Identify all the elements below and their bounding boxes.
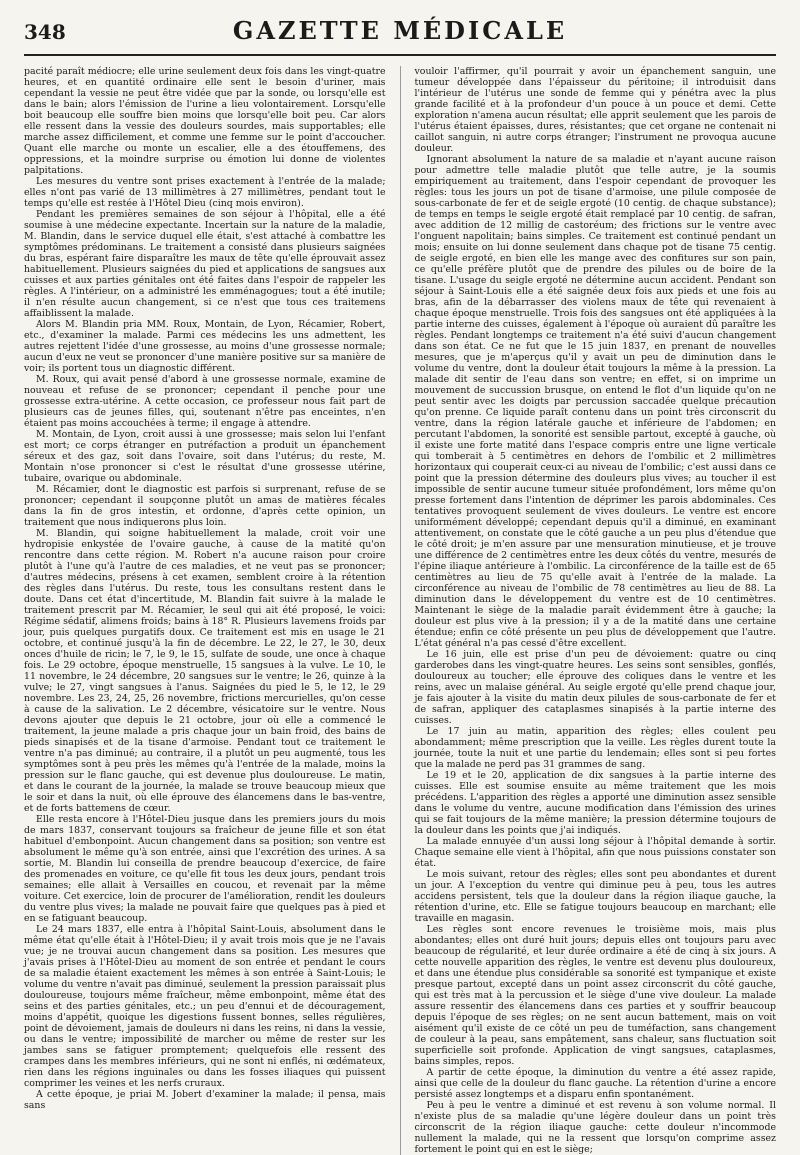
left-column [24,66,386,1155]
paragraph: vouloir l'affirmer, qu'il pourrait y avoir un épanchement sanguin, une tumeur développée dans l'épaisseur du péritoine; il introduisit dans l'intérieur de l'utérus une sonde de femme qui y pénétra avec la plus grande facilité et à la profondeur d'un pouce à un pouce et demi. Cette exploration n'amena aucun résultat; elle apprit seulement que les parois de l'utérus étaient épaisses, dures, résistantes; que cet organe ne contenait ni caillot sanguin, ni autre corps étranger; l'instrument ne provoqua aucune douleur. [414,66,776,154]
paragraph: Les mesures du ventre sont prises exactement à l'entrée de la malade; elles n'ont pas varié de 13 millimètres à 27 millimètres, pendant tout le temps qu'elle est restée à l'Hôtel Dieu (cinq mois environ). [24,176,386,209]
paragraph: M. Montain, de Lyon, croit aussi à une grossesse; mais selon lui l'enfant est mort; ce corps étranger en putréfaction a produit un épanchement séreux et des gaz, soit dans l'ovaire, soit dans l'utérus; du reste, M. Montain n'ose prononcer si c'est le résultat d'une grossesse utérine, tubaire, ovarique ou abdominale. [24,429,386,484]
paragraph: Peu à peu le ventre a diminué et est revenu à son volume normal. Il n'existe plus de sa maladie qu'une légère douleur dans un point très circonscrit de la région iliaque gauche: cette douleur n'incommode nullement la malade, qui ne la ressent que lorsqu'on comprime assez fortement le point qui en est le siège; [414,1100,776,1155]
paragraph: Le 24 mars 1837, elle entra à l'hôpital Saint-Louis, absolument dans le même état qu'elle était à l'Hôtel-Dieu; il y avait trois mois que je ne l'avais vue; je ne trouvai aucun changement dans sa position. Les mesures que j'avais prises à l'Hôtel-Dieu au moment de son entrée et pendant le cours de sa maladie étaient exactement les mêmes à son entrée à Saint-Louis; le volume du ventre n'avait pas diminué, seulement la pression paraissait plus douloureuse, toujours même fraîcheur, même embonpoint, même état des seins et des parties génitales, etc.; un peu d'ennui et de découragement, moins d'appétit, quoique les digestions fussent bonnes, selles régulières, point de dévoiement, jamais de douleurs ni dans les reins, ni dans la vessie, ou dans le ventre; impossibilité de marcher ou même de rester sur les jambes sans se fatiguer promptement; quelquefois elle ressent des crampes dans les membres inférieurs, qui ne sont ni enflés, ni œdémateux, rien dans les régions inguinales ou dans les fosses iliaques qui puissent comprimer les veines et les nerfs cruraux. [24,924,386,1089]
paragraph: Le 19 et le 20, application de dix sangsues à la partie interne des cuisses. Elle est soumise ensuite au même traitement que les mois précédens. L'apparition des règles a apporté une diminution assez sensible dans le volume du ventre, aucune modification dans l'émission des urines qui se fait toujours de la même manière; la pression détermine toujours de la douleur dans les points que j'ai indiqués. [414,770,776,836]
paragraph: Pendant les premières semaines de son séjour à l'hôpital, elle a été soumise à une médecine expectante. Incertain sur la nature de la maladie, M. Blandin, dans le service duquel elle était, s'est attaché à combattre les symptômes prédominans. Le traitement a consisté dans plusieurs saignées du bras, espérant faire disparaître les maux de tête qu'elle éprouvait assez habituellement. Plusieurs saignées du pied et applications de sangsues aux cuisses et aux parties génitales ont été faites dans l'espoir de rappeler les règles. A l'intérieur, on a administré les emménagogues; tout a été inutile; il n'en résulte aucun changement, si ce n'est que tous ces traitemens affaiblissent la malade. [24,209,386,319]
paragraph: La malade ennuyée d'un aussi long séjour à l'hôpital demande à sortir. Chaque semaine elle vient à l'hôpital, afin que nous puissions constater son état. [414,836,776,869]
paragraph: Elle resta encore à l'Hôtel-Dieu jusque dans les premiers jours du mois de mars 1837, conservant toujours sa fraîcheur de jeune fille et son état habituel d'embonpoint. Aucun changement dans sa position; son ventre est absolument le même qu'à son entrée, ainsi que l'excrétion des urines. A sa sortie, M. Blandin lui conseilla de prendre beaucoup d'exercice, de faire des promenades en voiture, ce qu'elle fit tous les deux jours, pendant trois semaines; elle allait à Versailles en coucou, et revenait par la même voiture. Cet exercice, loin de procurer de l'amélioration, rendit les douleurs du ventre plus vives; la malade ne pouvait faire que quelques pas à pied et en se fatiguant beaucoup. [24,814,386,924]
paragraph: M. Blandin, qui soigne habituellement la malade, croit voir une hydropisie enkystée de l'ovaire gauche, à cause de la matité qu'on rencontre dans cette région. M. Robert n'a aucune raison pour croire plutôt à l'une qu'à l'autre de ces maladies, et ne veut pas se prononcer; d'autres médecins, présens à cet examen, semblent croire à la rétention des règles dans l'utérus. Du reste, tous les consultans restent dans le doute. Dans cet état d'incertitude, M. Blandin fait suivre à la malade le traitement prescrit par M. Récamier, le seul qui ait été proposé, le voici: Régime sédatif, alimens froids; bains à 18° R. Plusieurs lavemens froids par jour, puis quelques purgatifs doux. Ce traitement est mis en usage le 21 octobre, et continué jusqu'à la fin de décembre. Le 22, le 27, le 30, deux onces d'huile de ricin; le 7, le 9, le 15, sulfate de soude, une once à chaque fois. Le 29 octobre, époque menstruelle, 15 sangsues à la vulve. Le 10, le 11 novembre, le 24 décembre, 20 sangsues sur le ventre; le 26, quinze à la vulve; le 27, vingt sangsues à l'anus. Saignées du pied le 5, le 12, le 29 novembre. Les 23, 24, 25, 26 novembre, frictions mercurielles, qu'on cesse à cause de la salivation. Le 2 décembre, vésicatoire sur le ventre. Nous devons ajouter que depuis le 21 octobre, jour où elle a commencé le traitement, la jeune malade a pris chaque jour un bain froid, des bains de pieds sinapisés et de la tisane d'armoise. Pendant tout ce traitement le ventre n'a pas diminué; au contraire, il a plutôt un peu augmenté, tous les symptômes sont à peu près les mêmes qu'à l'entrée de la malade, moins la pression sur le flanc gauche, qui est devenue plus douloureuse. Le matin, et dans le courant de la journée, la malade se trouve beaucoup mieux que le soir et dans la nuit, où elle éprouve des élancemens dans le bas-ventre, et de forts battemens de cœur. [24,528,386,814]
text-columns [24,66,776,1155]
page-number: 348 [24,20,66,44]
paragraph: Les règles sont encore revenues le troisième mois, mais plus abondantes; elles ont duré huit jours; depuis elles ont toujours paru avec beaucoup de régularité, et leur durée ordinaire a été de cinq à six jours. A cette nouvelle apparition des règles, le ventre est devenu plus douloureux, et dans une étendue plus considérable sa sonorité est tympanique et existe presque partout, excepté dans un point assez circonscrit du côté gauche, qui est très mat à la percussion et le siège d'une vive douleur. La malade assure ressentir des élancemens dans ces parties et y souffrir beaucoup depuis l'époque de ses règles; on ne sent aucun battement, mais on voit aisément qu'il existe de ce côté un peu de tuméfaction, sans changement de couleur à la peau, sans empâtement, sans chaleur, sans fluctuation soit superficielle soit profonde. Application de vingt sangsues, cataplasmes, bains simples, repos. [414,924,776,1067]
column-divider [400,66,401,1155]
paragraph: pacité paraît médiocre; elle urine seulement deux fois dans les vingt-quatre heures, et en quantité ordinaire elle sent le besoin d'uriner, mais cependant la vessie ne peut être vidée que par la sonde, ou lorsqu'elle est dans le bain; alors l'émission de l'urine a lieu volontairement. Lorsqu'elle boit beaucoup elle souffre bien moins que lorsqu'elle boit peu. Car alors elle ressent dans la vessie des douleurs sourdes, mais supportables; elle marche assez difficilement, et comme une femme sur le point d'accoucher. Quant elle marche ou monte un escalier, elle a des étouffemens, des oppressions, et la moindre surprise ou émotion lui donne de violentes palpitations. [24,66,386,176]
paragraph: Le 16 juin, elle est prise d'un peu de dévoiement: quatre ou cinq garderobes dans les vingt-quatre heures. Les seins sont sensibles, gonflés, douloureux au toucher; elle éprouve des coliques dans le ventre et les reins, avec un malaise général. Au seigle ergoté qu'elle prend chaque jour, je fais ajouter à la visite du matin deux pilules de sous-carbonate de fer et de safran, appliquer des cataplasmes sinapisés à la partie interne des cuisses. [414,649,776,726]
paragraph: A partir de cette époque, la diminution du ventre a été assez rapide, ainsi que celle de la douleur du flanc gauche. La rétention d'urine a encore persisté assez longtemps et a disparu enfin spontanément. [414,1067,776,1100]
right-column [415,66,777,1155]
paragraph: Le 17 juin au matin, apparition des règles; elles coulent peu abondamment; même prescription que la veille. Les règles durent toute la journée, toute la nuit et une partie du lendemain; elles sont si peu fortes que la malade ne perd pas 31 grammes de sang. [414,726,776,770]
journal-title: GAZETTE MÉDICALE [232,16,568,45]
paragraph: A cette époque, je priai M. Jobert d'examiner la malade; il pensa, mais sans [24,1089,386,1111]
paragraph: M. Roux, qui avait pensé d'abord à une grossesse normale, examine de nouveau et refuse de se prononcer; cependant il penche pour une grossesse extra-utérine. A cette occasion, ce professeur nous fait part de plusieurs cas de jeunes filles, qui, soutenant n'être pas enceintes, n'en étaient pas moins accouchées à terme; il engage à attendre. [24,374,386,429]
paragraph: Le mois suivant, retour des règles; elles sont peu abondantes et durent un jour. A l'exception du ventre qui diminue peu à peu, tous les autres accidens persistent, tels que la douleur dans la région iliaque gauche, la rétention d'urine, etc. Elle se fatigue toujours beaucoup en marchant; elle travaille en magasin. [414,869,776,924]
paragraph: Ignorant absolument la nature de sa maladie et n'ayant aucune raison pour admettre telle maladie plutôt que telle autre, je la soumis empiriquement au traitement, dans l'espoir cependant de provoquer les règles: tous les jours un pot de tisane d'armoise, une pilule composée de sous-carbonate de fer et de seigle ergoté (10 centig. de chaque substance); de temps en temps le seigle ergoté était remplacé par 10 centig. de safran, avec addition de 12 millig de castoréum; des frictions sur le ventre avec l'onguent napolitain; bains simples. Ce traitement est continué pendant un mois; ensuite on lui donne seulement dans chaque pot de tisane 75 centig. de seigle ergoté, en bien elle les mange avec des confitures sur son pain, ce qu'elle préfère plutôt que de prendre des pilules ou de boire de la tisane. L'usage du seigle ergoté ne détermine aucun accident. Pendant son séjour à Saint-Louis elle a été saignée deux fois aux pieds et une fois au bras, afin de la débarrasser des violens maux de tête qui revenaient à chaque époque menstruelle. Trois fois des sangsues ont été appliquées à la partie interne des cuisses, également à l'époque où auraient dû paraître les règles. Pendant longtemps ce traitement n'a été suivi d'aucun changement dans son état. Ce ne fut que le 15 juin 1837, en prenant de nouvelles mesures, que je m'aperçus qu'il y avait un peu de diminution dans le volume du ventre, dont la douleur était toujours la même à la pression. La malade dit sentir de l'eau dans son ventre; en effet, si on imprime un mouvement de succussion brusque, on entend le flot d'un liquide qu'on ne peut sentir avec les doigts par percussion saccadée quelque précaution qu'on prenne. Ce liquide paraît contenu dans un point très circonscrit du ventre, dans la région latérale gauche et inférieure de l'abdomen; en percutant l'abdomen, la sonorité est sensible partout, excepté à gauche, où il existe une forte matité dans l'espace compris entre une ligne verticale qui tomberait à 5 centimètres en dehors de l'ombilic et 2 millimètres horizontaux qui couperait ceux-ci au niveau de l'ombilic; c'est aussi dans ce point que la pression détermine des douleurs plus vives; au toucher il est impossible de sentir aucune tumeur située profondément, lors même qu'on presse fortement dans l'intention de déprimer les parois abdominales. Ces tentatives provoquent seulement de vives douleurs. Le ventre est encore uniformément développé; cependant depuis qu'il a diminué, en examinant attentivement, on constate que le côté gauche a un peu plus d'étendue que le côté droit; je m'en assure par une mensuration minutieuse, et je trouve une différence de 2 centimètres entre les deux côtés du ventre, mesurés de l'épine iliaque antérieure à l'ombilic. La circonférence de la taille est de 65 centimètres au lieu de 75 qu'elle avait à l'entrée de la malade. La circonférence au niveau de l'ombilic de 78 centimètres au lieu de 88. La diminution dans le développement du ventre est de 10 centimètres. Maintenant le siège de la maladie paraît évidemment être à gauche; la douleur est plus vive à la pression; il y a de la matité dans une certaine étendue; enfin ce côté présente un peu plus de développement que l'autre. L'état général n'a pas cessé d'être excellent. [414,154,776,649]
page-header [24,14,776,56]
paragraph: Alors M. Blandin pria MM. Roux, Montain, de Lyon, Récamier, Robert, etc., d'examiner la malade. Parmi ces médecins les uns admettent, les autres rejettent l'idée d'une grossesse, au moins d'une grossesse normale; aucun d'eux ne veut se prononcer d'une manière positive sur sa manière de voir; ils portent tous un diagnostic différent. [24,319,386,374]
paragraph: M. Récamier, dont le diagnostic est parfois si surprenant, refuse de se prononcer; cependant il soupçonne plutôt un amas de matières fécales dans la fin de gros intestin, et ordonne, d'après cette opinion, un traitement que nous indiquerons plus loin. [24,484,386,528]
